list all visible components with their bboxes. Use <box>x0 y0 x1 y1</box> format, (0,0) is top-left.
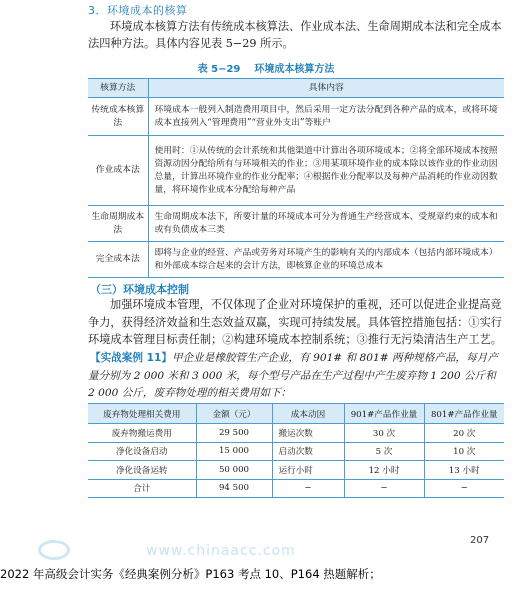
footer-caption: 2022 年高级会计实务《经典案例分析》P163 考点 10、P164 热题解析； <box>0 567 381 581</box>
table-row <box>88 424 504 443</box>
case-text: 甲企业是橡胶管生产企业，有 901# 和 801# 两种规格产品，每月产量分别为 2 000 米和 3 000 米，每个型号产品在生产过程中产生废弃物 1 200 公斤和 2 000 公斤，废弃物处理的相关费用如下： <box>88 352 498 399</box>
accounting-methods-table <box>88 78 504 278</box>
column-header: 901#产品作业量 <box>344 404 424 424</box>
content-cell: 环境成本一般列入制造费用项目中，然后采用一定方法分配到各种产品的成本，或将环境成本直接列入“管理费用”“营业外支出”等账户 <box>148 98 504 136</box>
table-row <box>88 442 504 461</box>
method-cell: 完全成本法 <box>88 242 148 278</box>
case-paragraph <box>88 350 504 403</box>
content-cell: 使用时：①从传统的会计系统和其他渠道中计算出各项环境成本；②将全部环境成本按照资源动因分配给所有与环境相关的作业；③用某项环境作业的成本除以该作业的作业动因总量，计算出环境作业的作业分配率；④根据作业分配率以及每种产品消耗的作业动因数量，将环境作业成本分配给每种产品 <box>148 136 504 206</box>
waste-cost-table <box>88 403 504 498</box>
control-paragraph: 加强环境成本管理，不仅体现了企业对环境保护的重视，还可以促进企业提高竞争力，获得经济效益和生态效益双赢，实现可持续发展。具体管控措施包括：①实行环境成本管理目标责任制；②构建环境成本控制系统；③推行无污染清洁生产工艺。 <box>88 298 502 346</box>
table-header-row <box>88 404 504 424</box>
table-cell: 10 次 <box>424 442 504 461</box>
table-cell: − <box>424 479 504 498</box>
table-cell: 启动次数 <box>272 442 344 461</box>
subsection-heading: （三）环境成本控制 <box>90 283 189 296</box>
table-cell: − <box>272 479 344 498</box>
content-cell: 生命周期成本法下，所要计量的环境成本可分为普通生产经营成本、受规章约束的成本和或有负债成本三类 <box>148 206 504 242</box>
table-cell: 废弃物搬运费用 <box>88 424 196 443</box>
table-cell: 15 000 <box>196 442 272 461</box>
table-cell: 94 500 <box>196 479 272 498</box>
column-header: 废弃物处理相关费用 <box>88 404 196 424</box>
table-row <box>88 206 504 242</box>
column-header: 成本动因 <box>272 404 344 424</box>
case-label: 【实战案例 11】 <box>90 352 172 364</box>
table-cell: 运行小时 <box>272 461 344 480</box>
table-cell: 30 次 <box>344 424 424 443</box>
column-header: 金额（元） <box>196 404 272 424</box>
table1-caption: 环境成本核算方法 <box>254 64 335 75</box>
table-row <box>88 242 504 278</box>
table1-number: 表 5−29 <box>197 64 241 75</box>
section-heading: 3．环境成本的核算 <box>88 4 188 17</box>
table-row <box>88 136 504 206</box>
table-cell: 13 小时 <box>424 461 504 480</box>
watermark-logo-icon <box>38 540 70 560</box>
table1-title <box>0 60 532 75</box>
table-cell: 合计 <box>88 479 196 498</box>
column-header: 核算方法 <box>88 79 148 98</box>
method-cell: 作业成本法 <box>88 136 148 206</box>
table-cell: 20 次 <box>424 424 504 443</box>
table-header-row <box>88 79 504 98</box>
table-cell: 净化设备运转 <box>88 461 196 480</box>
watermark-url: www.chinaacc.com <box>146 543 296 559</box>
table-cell: 净化设备启动 <box>88 442 196 461</box>
table-row <box>88 461 504 480</box>
method-cell: 生命周期成本法 <box>88 206 148 242</box>
table-cell: 29 500 <box>196 424 272 443</box>
column-header: 具体内容 <box>148 79 504 98</box>
table-cell: 5 次 <box>344 442 424 461</box>
table-row <box>88 98 504 136</box>
table-cell: 12 小时 <box>344 461 424 480</box>
intro-paragraph: 环境成本核算方法有传统成本核算法、作业成本法、生命周期成本法和完全成本法四种方法。具体内容见表 5−29 所示。 <box>88 20 502 50</box>
watermark <box>38 540 298 564</box>
table-cell: 50 000 <box>196 461 272 480</box>
content-cell: 即将与企业的经营、产品或劳务对环境产生的影响有关的内部成本（包括内部环境成本）和外部成本综合起来的会计方法，即核算企业的环境总成本 <box>148 242 504 278</box>
table-cell: − <box>344 479 424 498</box>
column-header: 801#产品作业量 <box>424 404 504 424</box>
method-cell: 传统成本核算法 <box>88 98 148 136</box>
table-cell: 搬运次数 <box>272 424 344 443</box>
table-row <box>88 479 504 498</box>
page-number: 207 <box>470 535 490 546</box>
